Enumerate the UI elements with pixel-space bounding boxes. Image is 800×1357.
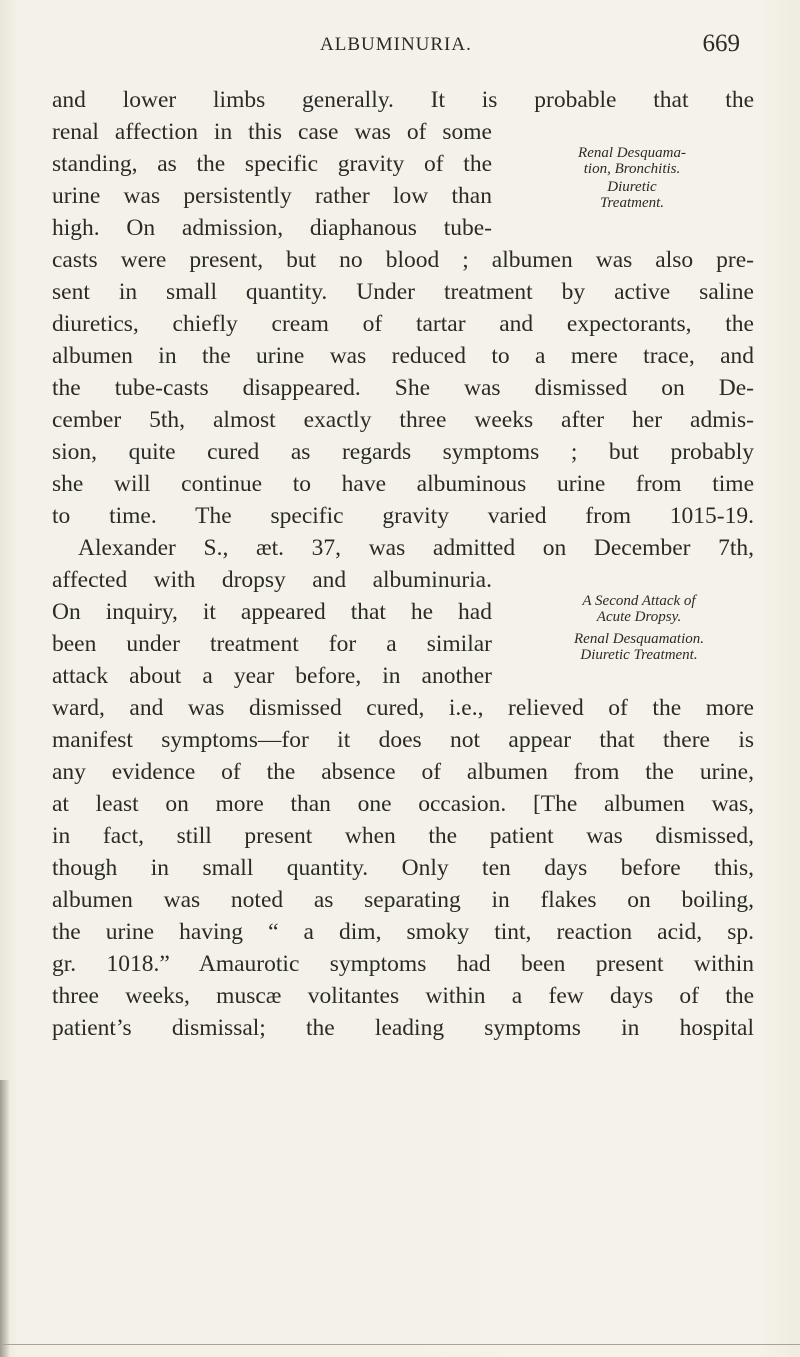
sidenote-line: Treatment.: [599, 195, 665, 211]
running-title: ALBUMINURIA.: [320, 34, 472, 55]
text-line: in fact, still present when the patient was dismissed,: [52, 823, 754, 849]
text-line: albumen in the urine was reduced to a mere trace, and: [52, 343, 754, 369]
text-line: at least on more than one occasion. [The albumen was,: [52, 791, 754, 817]
text-line: the tube-casts disappeared. She was dismissed on De-: [52, 375, 754, 401]
text-line: renal affection in this case was of some: [52, 119, 492, 145]
text-line: cember 5th, almost exactly three weeks after her admis-: [52, 407, 754, 433]
text-line: affected with dropsy and albuminuria.: [52, 567, 492, 593]
sidenote-line: Renal Desquamation.: [574, 631, 704, 647]
text-line: though in small quantity. Only ten days before this,: [52, 855, 754, 881]
text-line: albumen was noted as separating in flakes on boiling,: [52, 887, 754, 913]
text-line: Alexander S., æt. 37, was admitted on December 7th,: [78, 535, 754, 561]
text-line: diuretics, chiefly cream of tartar and expectorants, the: [52, 311, 754, 337]
text-line: standing, as the specific gravity of the: [52, 151, 492, 177]
text-line: ward, and was dismissed cured, i.e., relieved of the more: [52, 695, 754, 721]
text-line: to time. The specific gravity varied from 1015-19.: [52, 503, 754, 529]
text-line: and lower limbs generally. It is probable that the: [52, 87, 754, 113]
sidenote-line: Diuretic Treatment.: [580, 647, 698, 663]
sidenote-line: Acute Dropsy.: [596, 609, 682, 625]
page-number: 669: [702, 30, 740, 57]
text-line: On inquiry, it appeared that he had: [52, 599, 492, 625]
text-line: three weeks, muscæ volitantes within a few days of the: [52, 983, 754, 1009]
running-head: [0, 30, 800, 64]
page-bottom-edge: [0, 1344, 800, 1345]
sidenote-line: Diuretic: [607, 179, 657, 195]
text-line: manifest symptoms—for it does not appear that there is: [52, 727, 754, 753]
text-line: sent in small quantity. Under treatment by active saline: [52, 279, 754, 305]
page-edge-shadow: [0, 1080, 10, 1357]
sidenote-line: tion, Bronchitis.: [583, 161, 681, 177]
text-line: casts were present, but no blood ; albumen was also pre-: [52, 247, 754, 273]
text-line: patient’s dismissal; the leading symptoms in hospital: [52, 1015, 754, 1041]
sidenote-line: Renal Desquama-: [578, 145, 686, 161]
text-line: she will continue to have albuminous urine from time: [52, 471, 754, 497]
text-line: attack about a year before, in another: [52, 663, 492, 689]
text-line: gr. 1018.” Amaurotic symptoms had been present within: [52, 951, 754, 977]
text-line: sion, quite cured as regards symptoms ; but probably: [52, 439, 754, 465]
text-line: been under treatment for a similar: [52, 631, 492, 657]
text-line: any evidence of the absence of albumen from the urine,: [52, 759, 754, 785]
text-line: high. On admission, diaphanous tube-: [52, 215, 492, 241]
text-line: urine was persistently rather low than: [52, 183, 492, 209]
sidenote-line: A Second Attack of: [582, 593, 696, 609]
text-line: the urine having “ a dim, smoky tint, reaction acid, sp.: [52, 919, 754, 945]
